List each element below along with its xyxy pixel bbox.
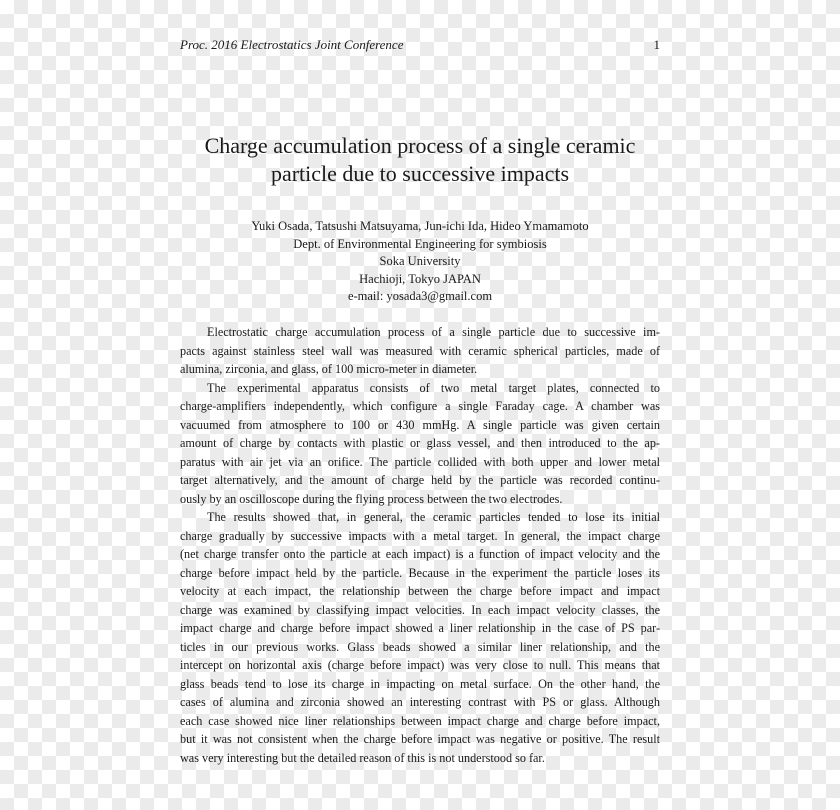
journal-name: Proc. 2016 Electrostatics Joint Conference — [180, 37, 404, 52]
text-line: paratus with air jet via an orifice. The particle collided with both upper and lower metal — [180, 454, 660, 469]
author-department: Dept. of Environmental Engineering for symbiosis — [293, 236, 547, 251]
text-line: intercept on horizontal axis (charge before impact) was very close to null. This means that — [180, 658, 660, 672]
paragraph-1 — [180, 323, 660, 379]
title-line-1: Charge accumulation process of a single ceramic — [204, 133, 636, 158]
text-line: Electrostatic charge accumulation process of a single particle due to successive im- — [207, 325, 660, 339]
author-location: Hachioji, Tokyo JAPAN — [359, 271, 481, 286]
paragraph-3 — [180, 508, 660, 767]
author-block — [180, 218, 660, 306]
text-line: charge gradually by successive impacts with a metal target. In general, the impact charge — [180, 528, 660, 543]
text-line: cases of alumina and zirconia showed an interesting contrast with PS or glass. Although — [180, 695, 660, 709]
text-line: amount of charge by contacts with plastic or glass vessel, and then introduced to the ap- — [180, 436, 660, 450]
text-line: impact charge and charge before impact showed a liner relationship in the case of PS par- — [180, 621, 660, 635]
text-line: target alternatively, and the amount of charge held by the particle was recorded continu- — [180, 473, 660, 487]
author-email: e-mail: yosada3@gmail.com — [347, 289, 493, 303]
title-line-2: particle due to successive impacts — [270, 161, 570, 186]
paragraph-2 — [180, 379, 660, 509]
text-line: velocity at each impact, the relationship between the charge before impact and impact — [180, 584, 660, 598]
text-line: glass beads tend to lose its charge in impacting on metal surface. On the other hand, the — [180, 676, 660, 691]
text-line: each case showed nice liner relationships between impact charge and charge before impact, — [180, 713, 660, 728]
running-header — [180, 37, 660, 57]
text-line: was very interesting but the detailed reason of this is not understood so far. — [180, 750, 545, 765]
text-line: ously by an oscilloscope during the flying process between the two electrodes. — [180, 491, 563, 506]
page-number: 1 — [653, 37, 660, 52]
text-line: pacts against stainless steel wall was measured with ceramic spherical particles, made of — [180, 343, 660, 358]
text-line: charge-amplifiers independently, which configure a single Faraday cage. A chamber was — [180, 399, 660, 413]
abstract-body — [180, 323, 660, 767]
text-line: (net charge transfer onto the particle at each impact) is a function of impact velocity and the — [180, 547, 660, 561]
text-line: The experimental apparatus consists of two metal target plates, connected to — [207, 380, 660, 395]
text-line: charge before impact held by the particle. Because in the experiment the particle loses its — [180, 565, 660, 580]
text-line: ticles in our previous works. Glass beads showed a similar liner relationship, and the — [180, 639, 660, 654]
author-university: Soka University — [379, 254, 461, 268]
text-line: The results showed that, in general, the ceramic particles tended to lose its initial — [207, 510, 660, 524]
text-line: vacuumed from atmosphere to 100 or 430 mmHg. A single particle was given certain — [180, 417, 660, 432]
text-line: but it was not consistent when the charge before impact was negative or positive. The result — [180, 732, 660, 746]
author-names: Yuki Osada, Tatsushi Matsuyama, Jun-ichi Ida, Hideo Ymamamoto — [251, 219, 589, 233]
text-line: alumina, zirconia, and glass, of 100 micro-meter in diameter. — [180, 362, 478, 376]
text-line: charge was examined by classifying impact velocities. In each impact velocity classes, the — [180, 602, 660, 617]
paper-title — [160, 132, 680, 188]
